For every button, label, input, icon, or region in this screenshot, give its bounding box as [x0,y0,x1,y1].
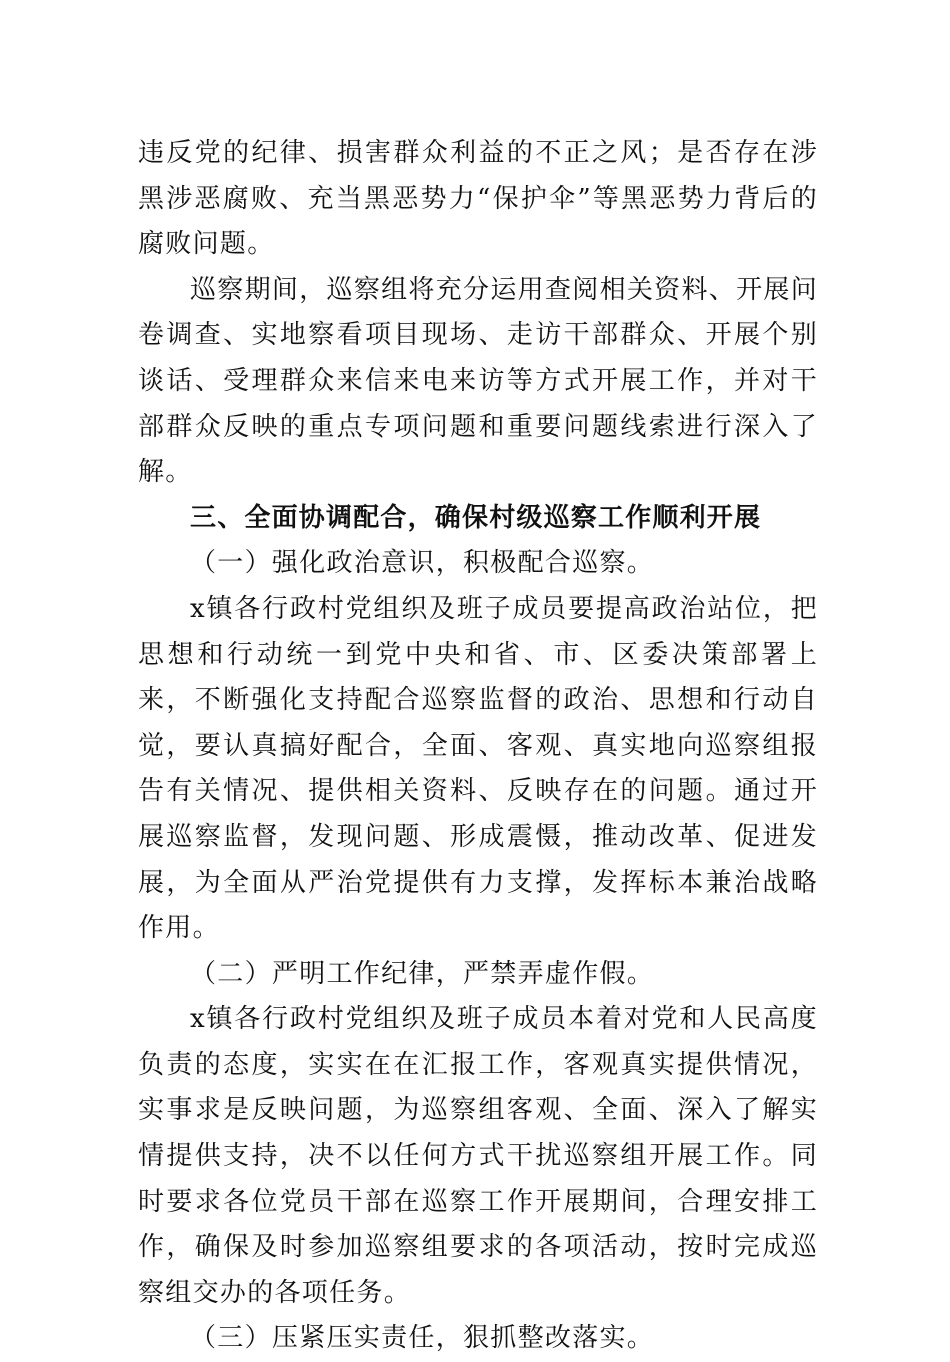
subheading-1: （一）强化政治意识，积极配合巡察。 [190,548,655,579]
section-heading-3: 三、全面协调配合，确保村级巡察工作顺利开展 [190,502,762,533]
paragraph-work-discipline: x镇各行政村党组织及班子成员本着对党和人民高度负责的态度，实实在在汇报工作，客观真实提供情况，实事求是反映问题，为巡察组客观、全面、深入了解实情提供支持，决不以任何方式干扰巡察组开展工作。同时要求各位党员干部在巡察工作开展期间，合理安排工作，确保及时参加巡察组要求的各项活动，按时完成巡察组交办的各项任务。 [138,1004,818,1308]
paragraph-inspection-methods: 巡察期间，巡察组将充分运用查阅相关资料、开展问卷调查、实地察看项目现场、走访干部群众、开展个别谈话、受理群众来信来电来访等方式开展工作，并对干部群众反映的重点专项问题和重要问题线索进行深入了解。 [138,274,818,488]
subheading-2: （二）严明工作纪律，严禁弄虚作假。 [190,958,655,989]
paragraph-continued: 违反党的纪律、损害群众利益的不正之风；是否存在涉黑涉恶腐败、充当黑恶势力“保护伞”等黑恶势力背后的腐败问题。 [138,138,818,260]
subheading-3: （三）压紧压实责任，狠抓整改落实。 [190,1323,655,1354]
document-body [138,131,818,1362]
paragraph-political-awareness: x镇各行政村党组织及班子成员要提高政治站位，把思想和行动统一到党中央和省、市、区委决策部署上来，不断强化支持配合巡察监督的政治、思想和行动自觉，要认真搞好配合，全面、客观、真实地向巡察组报告有关情况、提供相关资料、反映存在的问题。通过开展巡察监督，发现问题、形成震慑，推动改革、促进发展，为全面从严治党提供有力支撑，发挥标本兼治战略作用。 [138,593,818,944]
